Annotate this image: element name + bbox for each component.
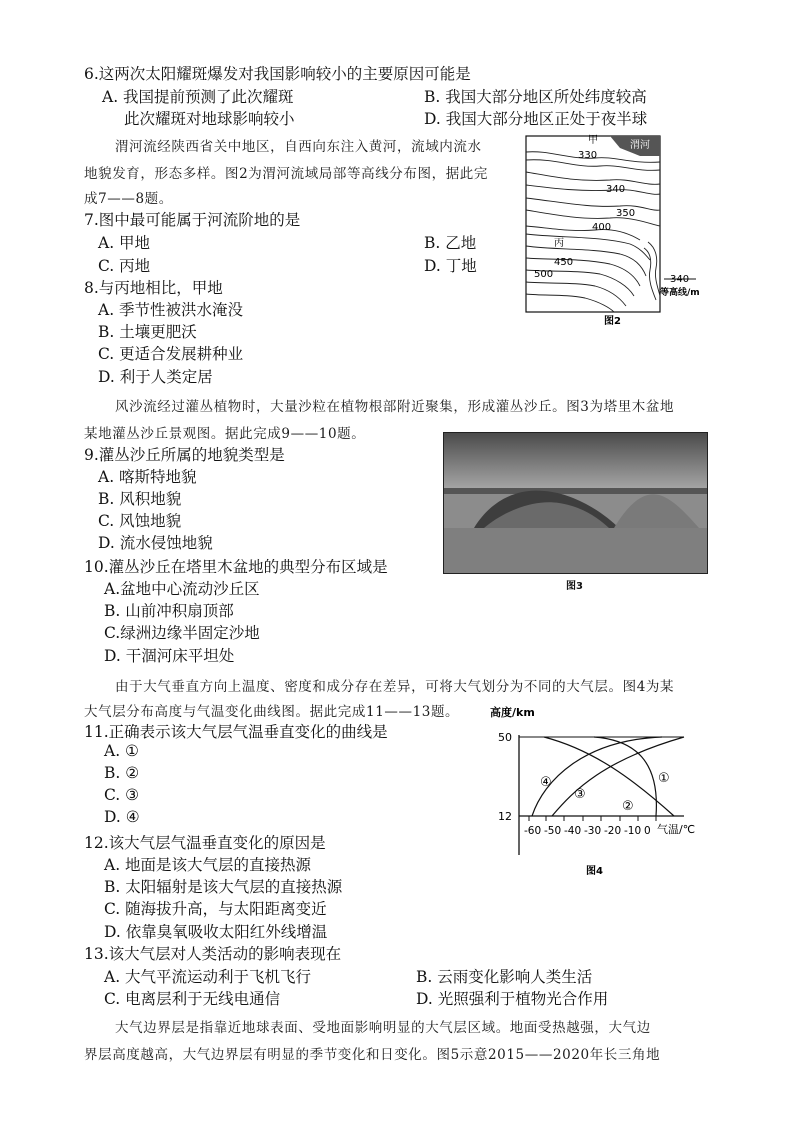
- q13-option-b: B. 云雨变化影响人类生活: [416, 968, 593, 986]
- q11-stem: 11.正确表示该大气层气温垂直变化的曲线是: [84, 723, 388, 741]
- contour-label-400: 400: [592, 222, 612, 233]
- y-tick-50: 50: [498, 731, 512, 744]
- q13-stem: 13.该大气层对人类活动的影响表现在: [84, 945, 342, 963]
- figure-3-caption: 图3: [566, 581, 583, 592]
- x-tick-label-2: -50: [544, 825, 562, 837]
- q10-stem: 10.灌丛沙丘在塔里木盆地的典型分布区域是: [84, 558, 388, 576]
- contour-label-450: 450: [554, 257, 574, 268]
- q9-option-b: B. 风积地貌: [98, 490, 182, 508]
- x-tick-label-4: -30: [584, 825, 602, 837]
- q12-option-a: A. 地面是该大气层的直接热源: [104, 856, 312, 874]
- x-tick-label-3: -40: [564, 825, 582, 837]
- q11-option-a: A. ①: [104, 742, 139, 760]
- y-axis-label: 高度/km: [490, 706, 535, 719]
- contour-label-340: 340: [606, 184, 626, 195]
- y-tick-12: 12: [498, 810, 512, 823]
- passage-4-line-2: 界层高度越高，大气边界层有明显的季节变化和日变化。图5示意2015——2020年长三角地: [84, 1047, 661, 1063]
- x-tick-label-5: -20: [604, 825, 622, 837]
- legend-value: 340: [670, 274, 690, 285]
- x-tick-label-7: 0: [644, 825, 651, 837]
- passage-3-line-2: 大气层分布高度与气温变化曲线图。据此完成11——13题。: [84, 704, 460, 720]
- q6-option-a: A. 我国提前预测了此次耀斑: [102, 88, 294, 106]
- label-bing: 丙: [554, 238, 564, 249]
- q7-stem: 7.图中最可能属于河流阶地的是: [84, 211, 301, 229]
- q6-option-b: B. 我国大部分地区所处纬度较高: [424, 88, 647, 106]
- curve-2-label: ②: [622, 799, 634, 814]
- river-label: 渭河: [630, 140, 650, 151]
- passage-3-line-1: 由于大气垂直方向上温度、密度和成分存在差异，可将大气划分为不同的大气层。图4为某: [115, 679, 675, 695]
- figure-4-chart: [484, 700, 714, 885]
- passage-2-line-2: 某地灌丛沙丘景观图。据此完成9——10题。: [84, 426, 366, 442]
- figure-3-photo: [443, 432, 708, 574]
- contour-label-500: 500: [534, 269, 554, 280]
- contour-label-330: 330: [578, 150, 598, 161]
- figure-2-contour-map: [520, 130, 720, 330]
- x-tick-label-6: -10: [624, 825, 642, 837]
- q11-option-b: B. ②: [104, 764, 140, 782]
- q11-option-d: D. ④: [104, 808, 140, 826]
- q7-option-c: C. 丙地: [98, 257, 151, 275]
- curve-2: [544, 737, 674, 816]
- q12-stem: 12.该大气层气温垂直变化的原因是: [84, 834, 326, 852]
- q6-option-c: 此次耀斑对地球影响较小: [124, 110, 295, 128]
- q9-option-a: A. 喀斯特地貌: [98, 468, 197, 486]
- x-ticks: [529, 816, 656, 821]
- q9-stem: 9.灌丛沙丘所属的地貌类型是: [84, 446, 285, 464]
- curve-1-label: ①: [658, 771, 670, 786]
- passage-1-line-3: 成7——8题。: [84, 191, 173, 207]
- q8-option-b: B. 土壤更肥沃: [98, 323, 197, 341]
- dune-illustration: [444, 433, 707, 573]
- q8-option-c: C. 更适合发展耕种业: [98, 345, 244, 363]
- curve-3-label: ③: [574, 787, 586, 802]
- q6-option-d: D. 我国大部分地区正处于夜半球: [424, 110, 648, 128]
- q7-option-a: A. 甲地: [98, 234, 151, 252]
- q12-option-c: C. 随海拔升高，与太阳距离变近: [104, 900, 327, 918]
- q13-option-a: A. 大气平流运动利于飞机飞行: [104, 968, 312, 986]
- x-tick-label-1: -60: [524, 825, 542, 837]
- legend-label: 等高线/m: [660, 288, 700, 298]
- q13-option-d: D. 光照强利于植物光合作用: [416, 990, 609, 1008]
- q10-option-b: B. 山前冲积扇顶部: [104, 602, 234, 620]
- passage-1-line-1: 渭河流经陕西省关中地区，自西向东注入黄河，流域内流水: [115, 139, 482, 155]
- figure-2-caption: 图2: [604, 316, 621, 327]
- q8-stem: 8.与丙地相比，甲地: [84, 279, 223, 297]
- passage-4-line-1: 大气边界层是指靠近地球表面、受地面影响明显的大气层区域。地面受热越强，大气边: [115, 1020, 651, 1036]
- q7-option-b: B. 乙地: [424, 234, 477, 252]
- contour-label-350: 350: [616, 208, 636, 219]
- q9-option-c: C. 风蚀地貌: [98, 512, 182, 530]
- q12-option-d: D. 依靠臭氧吸收太阳红外线增温: [104, 923, 328, 941]
- curve-4-label: ④: [540, 775, 552, 790]
- q10-option-a: A.盆地中心流动沙丘区: [104, 580, 260, 598]
- q12-option-b: B. 太阳辐射是该大气层的直接热源: [104, 878, 343, 896]
- x-axis-label: 气温/℃: [657, 823, 696, 836]
- q10-option-c: C.绿洲边缘半固定沙地: [104, 624, 260, 642]
- q13-option-c: C. 电离层利于无线电通信: [104, 990, 281, 1008]
- q10-option-d: D. 干涸河床平坦处: [104, 647, 235, 665]
- q7-option-d: D. 丁地: [424, 257, 477, 275]
- q11-option-c: C. ③: [104, 786, 140, 804]
- passage-2-line-1: 风沙流经过灌丛植物时，大量沙粒在植物根部附近聚集，形成灌丛沙丘。图3为塔里木盆地: [115, 399, 675, 415]
- label-jia: 甲: [588, 135, 598, 146]
- q6-stem: 6.这两次太阳耀斑爆发对我国影响较小的主要原因可能是: [84, 65, 471, 83]
- q8-option-d: D. 利于人类定居: [98, 368, 213, 386]
- q8-option-a: A. 季节性被洪水淹没: [98, 301, 244, 319]
- passage-1-line-2: 地貌发育，形态多样。图2为渭河流域局部等高线分布图，据此完: [84, 166, 488, 182]
- q9-option-d: D. 流水侵蚀地貌: [98, 534, 213, 552]
- figure-4-caption: 图4: [586, 866, 603, 877]
